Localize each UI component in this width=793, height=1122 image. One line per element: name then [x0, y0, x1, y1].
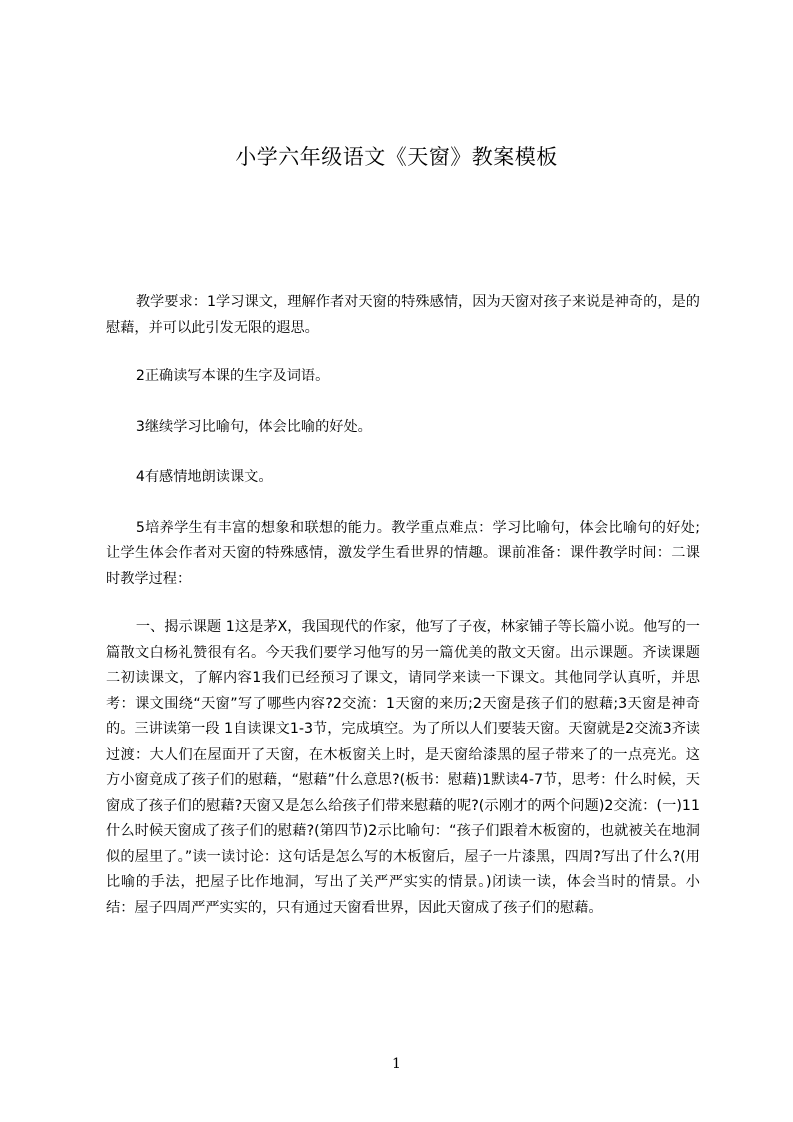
paragraph-requirement-2: 2正确读写本课的生字及词语。: [135, 368, 330, 384]
paragraph-requirement-4: 4有感情地朗读课文。: [135, 469, 273, 485]
paragraph-teaching-requirements: 教学要求：1学习课文，理解作者对天窗的特殊感情，因为天窗对孩子来说是神奇的，是的慰藉，并可以此引发无限的遐思。: [106, 294, 700, 336]
page-number: 1: [392, 1056, 401, 1072]
document-body: [106, 290, 700, 944]
paragraph-teaching-process: 一、揭示课题 1这是茅X，我国现代的作家，他写了子夜，林家铺子等长篇小说。他写的一篇散文白杨礼赞很有名。今天我们要学习他写的另一篇优美的散文天窗。出示课题。齐读课题二初读课文，了解内容1我们已经预习了课文，请同学来读一下课文。其他同学认真听，并思考：课文围绕“天窗”写了哪些内容?2交流：1天窗的来历;2天窗是孩子们的慰藉;3天窗是神奇的。三讲读第一段 1自读课文1-3节，完成填空。为了所以人们要装天窗。天窗就是2交流3齐读过渡：大人们在屋面开了天窗，在木板窗关上时，是天窗给漆黑的屋子带来了的一点亮光。这方小窗竟成了孩子们的慰藉，“慰藉”什么意思?(板书：慰藉)1默读4-7节，思考：什么时候，天窗成了孩子们的慰藉?天窗又是怎么给孩子们带来慰藉的呢?(示刚才的两个问题)2交流：(一)11什么时候天窗成了孩子们的慰藉?(第四节)2示比喻句：“孩子们跟着木板窗的，也就被关在地洞似的屋里了。”读一读讨论：这句话是怎么写的木板窗后，屋子一片漆黑，四周?写出了什么?(用比喻的手法，把屋子比作地洞，写出了关严严实实的情景。)闭读一读，体会当时的情景。小结：屋子四周严严实实的，只有通过天窗看世界，因此天窗成了孩子们的慰藉。: [106, 619, 700, 916]
paragraph-requirement-3: 3继续学习比喻句，体会比喻的好处。: [135, 418, 372, 435]
paragraph-requirement-5: 5培养学生有丰富的想象和联想的能力。教学重点难点：学习比喻句，体会比喻句的好处;让学生体会作者对天窗的特殊感情，激发学生看世界的情趣。课前准备：课件教学时间：二课时教学过程：: [106, 519, 700, 587]
page-title: 小学六年级语文《天窗》教案模板: [235, 145, 558, 169]
